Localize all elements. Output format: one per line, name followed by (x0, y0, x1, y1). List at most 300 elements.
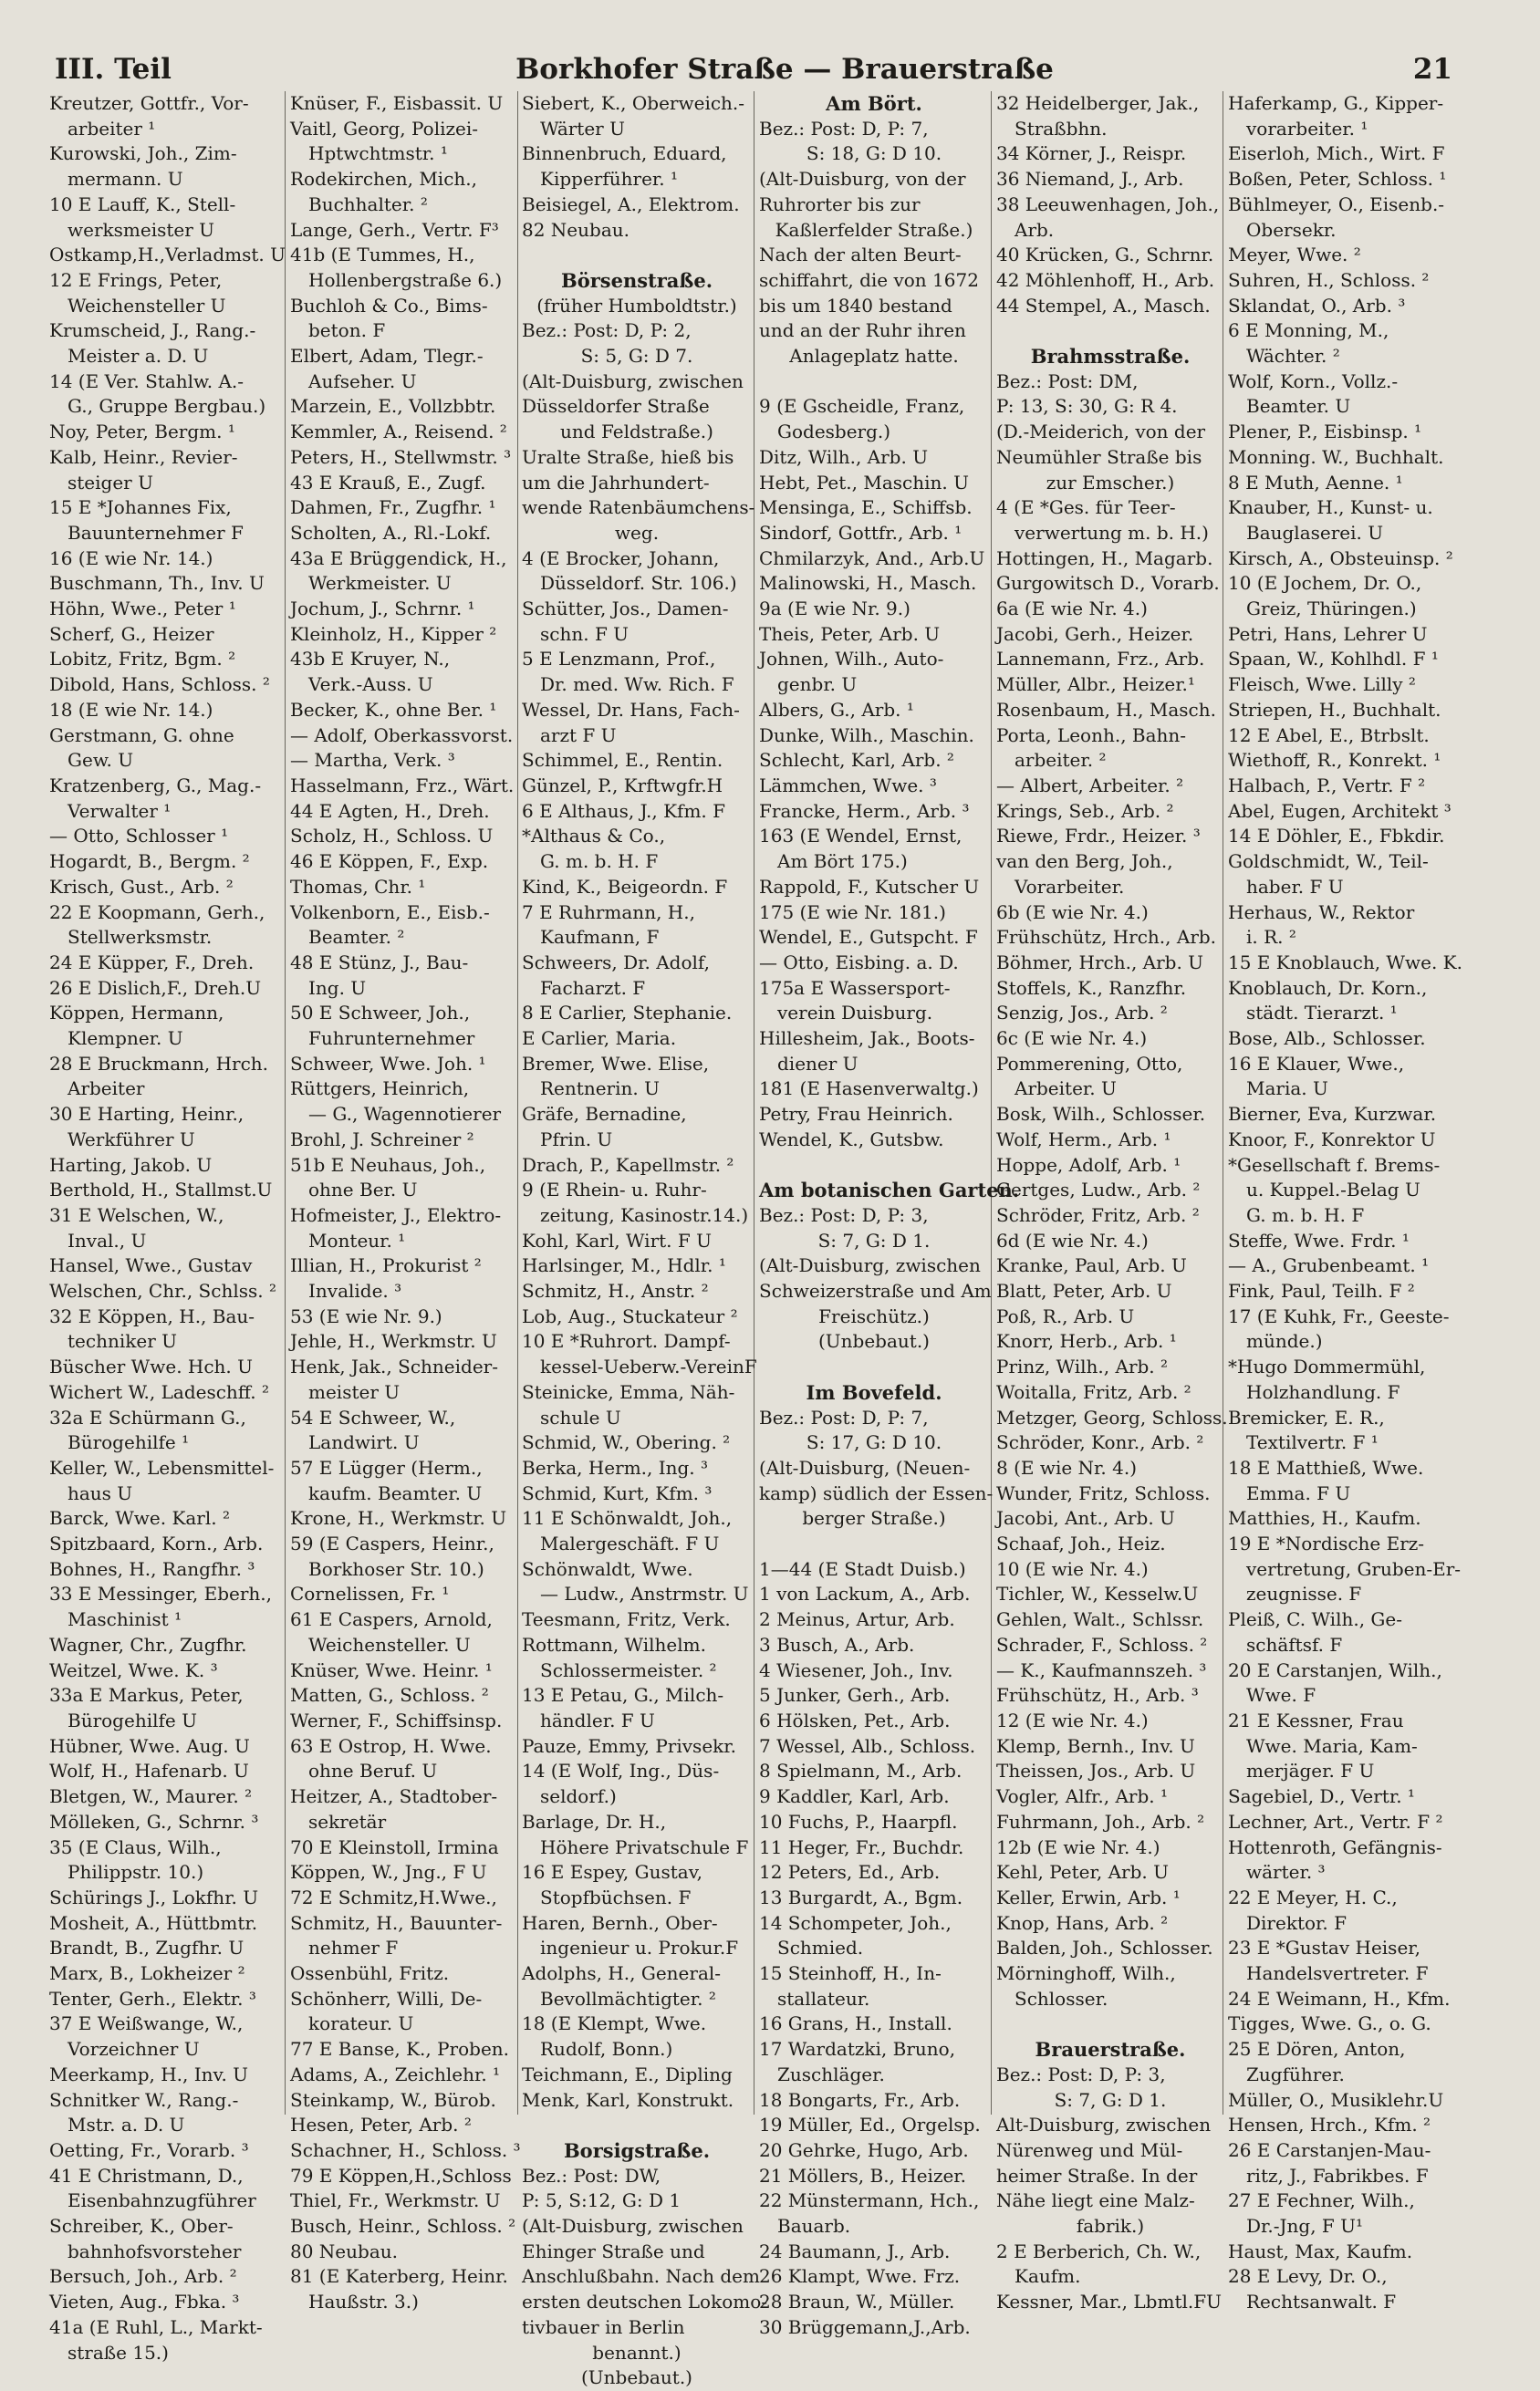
directory-line: Hensen, Hrch., Kfm. ² (1228, 2114, 1431, 2136)
directory-line: Beisiegel, A., Elektrom. (522, 192, 740, 215)
directory-line: 79 E Köppen,H.,Schloss (290, 2164, 512, 2187)
directory-line: Werkführer U (68, 1128, 195, 1150)
directory-line: Klempner. U (68, 1027, 183, 1050)
directory-line: Vieten, Aug., Fbka. ³ (49, 2291, 240, 2313)
directory-line: Nähe liegt eine Malz- (996, 2189, 1195, 2212)
directory-line: 23 E *Gustav Heiser, (1228, 1937, 1420, 1960)
directory-line: Bosk, Wilh., Schlosser. (996, 1103, 1206, 1126)
directory-line: Bez.: Post: DM, (996, 369, 1139, 392)
directory-line: Inval., U (68, 1229, 147, 1252)
directory-line: 5 Junker, Gerh., Arb. (759, 1684, 951, 1707)
directory-line: Thomas, Chr. ¹ (290, 875, 426, 898)
directory-line: Höhere Privatschule F (540, 1835, 749, 1858)
directory-line: meister U (308, 1380, 401, 1403)
directory-line: 9a (E wie Nr. 9.) (759, 598, 910, 620)
directory-line: S: 5, G: D 7. (580, 345, 693, 368)
directory-line: Peters, H., Stellwmstr. ³ (290, 445, 512, 468)
directory-line: Knüser, Wwe. Heinr. ¹ (290, 1658, 493, 1681)
directory-line: Boßen, Peter, Schloss. ¹ (1228, 168, 1447, 191)
directory-line: 38 Leeuwenhagen, Joh., (996, 192, 1220, 215)
column-5 (996, 91, 1228, 2313)
directory-line: Obersekr. (1246, 218, 1337, 241)
directory-line: Bühlmeyer, O., Eisenb.- (1228, 192, 1445, 215)
directory-line: Handelsvertreter. F (1246, 1962, 1429, 1985)
directory-line: 6 E Monning, M., (1228, 319, 1389, 342)
directory-line: Köppen, W., Jng., F U (290, 1861, 487, 1884)
directory-line: Invalide. ³ (308, 1280, 402, 1303)
directory-line: 14 Schompeter, Joh., (759, 1911, 952, 1934)
directory-line: Buchhalter. ² (308, 192, 428, 215)
directory-line: 15 E *Johannes Fix, (49, 496, 232, 519)
directory-line: Haust, Max, Kaufm. (1228, 2240, 1413, 2262)
directory-line: Chmilarzyk, And., Arb.U (759, 546, 985, 569)
directory-line: Pfrin. U (540, 1128, 613, 1150)
directory-line: 26 E Carstanjen-Mau- (1228, 2138, 1431, 2161)
directory-line: Schlosser. (1015, 1987, 1108, 2010)
directory-line: Theis, Peter, Arb. U (759, 622, 941, 645)
directory-line: 11 Heger, Fr., Buchdr. (759, 1835, 964, 1858)
street-heading: Brahmsstraße. (1030, 345, 1191, 369)
directory-line: Gräfe, Bernadine, (522, 1103, 687, 1126)
directory-line: Am Bört 175.) (777, 850, 908, 873)
directory-line: Düsseldorfer Straße (522, 395, 710, 418)
directory-line: Hesen, Peter, Arb. ² (290, 2114, 472, 2136)
directory-line: Schönherr, Willi, De- (290, 1987, 483, 2010)
directory-line: Wunder, Fritz, Schloss. (996, 1481, 1211, 1504)
directory-line: (Unbebaut.) (581, 2366, 692, 2389)
page-part-label: III. Teil (55, 53, 172, 86)
directory-line: Holzhandlung. F (1246, 1380, 1400, 1403)
directory-line: 13 Burgardt, A., Bgm. (759, 1886, 963, 1908)
directory-line: 22 Münstermann, Hch., (759, 2189, 980, 2212)
directory-line: 1—44 (E Stadt Duisb.) (759, 1557, 966, 1580)
directory-line (759, 1153, 989, 1179)
directory-line: tivbauer in Berlin (522, 2315, 685, 2338)
directory-line: Dunke, Wilh., Maschin. (759, 723, 974, 746)
directory-line: Becker, K., ohne Ber. ¹ (290, 698, 497, 721)
directory-line: Kaßlerfelder Straße.) (775, 218, 973, 241)
directory-line: Knorr, Herb., Arb. ¹ (996, 1330, 1177, 1353)
directory-line: Weitzel, Wwe. K. ³ (49, 1658, 218, 1681)
directory-line: Rudolf, Bonn.) (540, 2038, 673, 2061)
directory-columns (49, 91, 1514, 2389)
directory-line: 63 E Ostrop, H. Wwe. (290, 1734, 492, 1757)
directory-line: (D.-Meiderich, von der (996, 421, 1206, 443)
directory-line: 6b (E wie Nr. 4.) (996, 900, 1149, 923)
page-title: Borkhofer Straße — Brauerstraße (515, 53, 1054, 86)
directory-line: Stellwerksmstr. (68, 926, 213, 949)
directory-line: Sagebiel, D., Vertr. ¹ (1228, 1785, 1415, 1808)
directory-line: Matthies, H., Kaufm. (1228, 1507, 1421, 1530)
directory-line: Arbeiter. U (1015, 1077, 1117, 1100)
directory-line: Teichmann, E., Dipling (522, 2063, 733, 2085)
directory-line: Gehlen, Walt., Schlssr. (996, 1608, 1204, 1631)
directory-line: Petry, Frau Heinrich. (759, 1103, 953, 1126)
directory-line: 5 E Lenzmann, Prof., (522, 648, 716, 671)
directory-line: Spitzbaard, Korn., Arb. (49, 1533, 264, 1555)
directory-line: 18 E Matthieß, Wwe. (1228, 1456, 1424, 1479)
directory-line: diener U (777, 1052, 858, 1075)
directory-line: Wagner, Chr., Zugfhr. (49, 1633, 247, 1656)
directory-line: 41b (E Tummes, H., (290, 244, 475, 266)
directory-line: 59 (E Caspers, Heinr., (290, 1533, 494, 1555)
directory-line: Düsseldorf. Str. 106.) (540, 572, 737, 595)
directory-line: — K., Kaufmannszeh. ³ (996, 1658, 1207, 1681)
directory-line: Harting, Jakob. U (49, 1153, 213, 1176)
directory-line: Kurowski, Joh., Zim- (49, 142, 237, 165)
directory-line: Knop, Hans, Arb. ² (996, 1911, 1169, 1934)
directory-line: Direktor. F (1246, 1911, 1347, 1934)
directory-line: ersten deutschen Lokomo- (522, 2291, 767, 2313)
directory-line: Hebt, Pet., Maschin. U (759, 471, 969, 494)
directory-line: bahnhofsvorsteher (68, 2240, 242, 2262)
directory-line: Lannemann, Frz., Arb. (996, 648, 1205, 671)
directory-line: Tenter, Gerh., Elektr. ³ (49, 1987, 256, 2010)
directory-line: Büscher Wwe. Hch. U (49, 1356, 253, 1378)
directory-line: 20 Gehrke, Hugo, Arb. (759, 2138, 969, 2161)
directory-line: berger Straße.) (802, 1507, 946, 1530)
directory-line: — Albert, Arbeiter. ² (996, 774, 1184, 796)
directory-line: 26 Klampt, Wwe. Frz. (759, 2265, 961, 2288)
directory-line: Ossenbühl, Fritz. (290, 1962, 450, 1985)
directory-line: weg. (614, 521, 660, 544)
directory-line: Rottmann, Wilhelm. (522, 1633, 706, 1656)
directory-line: Dibold, Hans, Schloss. ² (49, 673, 270, 696)
directory-line: 24 E Weimann, H., Kfm. (1228, 1987, 1451, 2010)
column-1 (49, 91, 286, 2364)
directory-line: Frühschütz, Hrch., Arb. (996, 926, 1217, 949)
directory-line: Meerkamp, H., Inv. U (49, 2063, 249, 2085)
directory-line: 12 Peters, Ed., Arb. (759, 1861, 941, 1884)
directory-line: 32a E Schürmann G., (49, 1406, 246, 1429)
directory-line: 43a E Brüggendick, H., (290, 546, 507, 569)
directory-line: Schnitker W., Rang.- (49, 2088, 239, 2111)
directory-line: Stoffels, K., Ranzfhr. (996, 976, 1187, 999)
directory-line: Textilvertr. F ¹ (1246, 1431, 1379, 1454)
directory-line: Schönwaldt, Wwe. (522, 1557, 693, 1580)
directory-line: Schrader, F., Schloss. ² (996, 1633, 1208, 1656)
directory-line: Hptwchtmstr. ¹ (308, 142, 448, 165)
directory-line: Bohnes, H., Rangfhr. ³ (49, 1557, 255, 1580)
directory-line: Bremicker, E. R., (1228, 1406, 1385, 1429)
directory-line: 4 Wiesener, Joh., Inv. (759, 1658, 953, 1681)
directory-line: Mstr. a. D. U (68, 2114, 185, 2136)
directory-line: Uralte Straße, hieß bis (522, 445, 734, 468)
directory-line: 8 E Carlier, Stephanie. (522, 1002, 733, 1024)
directory-line: 25 E Dören, Anton, (1228, 2038, 1406, 2061)
directory-line: Hottenroth, Gefängnis- (1228, 1835, 1442, 1858)
directory-line: Hansel, Wwe., Gustav (49, 1254, 253, 1277)
directory-line: Binnenbruch, Eduard, (522, 142, 727, 165)
directory-line: P: 5, S:12, G: D 1 (522, 2189, 682, 2212)
street-heading: Am Bört. (826, 92, 922, 115)
directory-line: Steinicke, Emma, Näh- (522, 1380, 735, 1403)
directory-line: P: 13, S: 30, G: R 4. (996, 395, 1178, 418)
directory-line: Haußstr. 3.) (308, 2291, 419, 2313)
directory-line: Beamter. ² (308, 926, 405, 949)
directory-line: 33a E Markus, Peter, (49, 1684, 244, 1707)
directory-line: Bez.: Post: DW, (522, 2164, 661, 2187)
directory-line: Kaufm. (1015, 2265, 1081, 2288)
directory-line: Eisenbahnzugführer (68, 2189, 256, 2212)
directory-line: Aufseher. U (308, 369, 417, 392)
directory-line: beton. F (308, 319, 386, 342)
directory-line: Arb. (1015, 218, 1055, 241)
directory-line: Straßbhn. (1015, 117, 1108, 140)
directory-line: 17 Wardatzki, Bruno, (759, 2038, 956, 2061)
directory-line: Lechner, Art., Vertr. F ² (1228, 1810, 1443, 1833)
directory-line: 57 E Lügger (Herm., (290, 1456, 483, 1479)
directory-line: 18 Bongarts, Fr., Arb. (759, 2088, 961, 2111)
directory-line: Plener, P., Eisbinsp. ¹ (1228, 421, 1422, 443)
directory-line: merjäger. F U (1246, 1760, 1375, 1783)
directory-line: Krisch, Gust., Arb. ² (49, 875, 234, 898)
directory-line (759, 1532, 989, 1557)
directory-line: Wächter. ² (1246, 345, 1340, 368)
directory-line: ritz, J., Fabrikbes. F (1246, 2164, 1429, 2187)
directory-line: münde.) (1246, 1330, 1323, 1353)
directory-line: 15 E Knoblauch, Wwe. K. (1228, 951, 1462, 973)
directory-line: Knüser, F., Eisbassit. U (290, 92, 504, 114)
directory-line: Teesmann, Fritz, Verk. (522, 1608, 731, 1631)
directory-line: Zugführer. (1246, 2063, 1345, 2085)
directory-line: genbr. U (777, 673, 858, 696)
directory-line: Keller, Erwin, Arb. ¹ (996, 1886, 1181, 1908)
directory-line: 43 E Krauß, E., Zugf. (290, 471, 486, 494)
directory-line: 12 E Abel, E., Btrbslt. (1228, 723, 1430, 746)
directory-line: — Adolf, Oberkassvorst. (290, 723, 514, 746)
directory-line: Brandt, B., Zugfhr. U (49, 1937, 245, 1960)
directory-line: Jacobi, Ant., Arb. U (996, 1507, 1175, 1530)
directory-line: schäftsf. F (1246, 1633, 1343, 1656)
directory-line: Hollenbergstraße 6.) (308, 268, 503, 291)
directory-line: 34 Körner, J., Reispr. (996, 142, 1187, 165)
directory-line: Scholten, A., Rl.-Lokf. (290, 521, 492, 544)
directory-line: 33 E Messinger, Eberh., (49, 1583, 272, 1606)
directory-line: 14 (E Wolf, Ing., Düs- (522, 1760, 720, 1783)
directory-line: Tigges, Wwe. G., o. G. (1228, 2012, 1431, 2035)
directory-line: Mosheit, A., Hüttbmtr. (49, 1911, 258, 1934)
directory-line: Malergeschäft. F U (540, 1533, 720, 1555)
directory-line: 20 E Carstanjen, Wilh., (1228, 1658, 1442, 1681)
directory-line: *Hugo Dommermühl, (1228, 1356, 1426, 1378)
directory-line: 28 E Levy, Dr. O., (1228, 2265, 1388, 2288)
directory-line: 26 E Dislich,F., Dreh.U (49, 976, 262, 999)
directory-line: Meyer, Wwe. ² (1228, 244, 1361, 266)
directory-line: wende Ratenbäumchens- (522, 496, 755, 519)
directory-line: mermann. U (68, 168, 183, 191)
directory-line: schiffahrt, die von 1672 (759, 268, 979, 291)
directory-line: 2 Meinus, Artur, Arb. (759, 1608, 955, 1631)
directory-line: 44 E Agten, H., Dreh. (290, 799, 490, 822)
directory-line: Berthold, H., Stallmst.U (49, 1179, 273, 1201)
directory-line: Ehinger Straße und (522, 2240, 705, 2262)
directory-line: Eiserloh, Mich., Wirt. F (1228, 142, 1445, 165)
directory-line: Fleisch, Wwe. Lilly ² (1228, 673, 1416, 696)
directory-line: Köppen, Hermann, (49, 1002, 224, 1024)
directory-line: Vorzeichner U (68, 2038, 200, 2061)
directory-line: Bürogehilfe U (68, 1710, 197, 1731)
directory-line: Tichler, W., Kesselw.U (996, 1583, 1199, 1606)
directory-line: Anlageplatz hatte. (789, 345, 959, 368)
directory-line: Henk, Jak., Schneider- (290, 1356, 498, 1378)
directory-line: arbeiter ¹ (68, 117, 156, 140)
directory-line: Philippstr. 10.) (68, 1861, 204, 1884)
directory-line: Kratzenberg, G., Mag.- (49, 774, 262, 796)
directory-line: benannt.) (592, 2341, 682, 2364)
directory-line: 70 E Kleinstoll, Irmina (290, 1835, 499, 1858)
directory-line: 82 Neubau. (522, 218, 630, 241)
directory-line: Bürogehilfe ¹ (68, 1431, 190, 1454)
directory-line: 54 E Schweer, W., (290, 1406, 456, 1429)
directory-line: Marx, B., Lokheizer ² (49, 1962, 245, 1985)
directory-line: Schaaf, Joh., Heiz. (996, 1533, 1166, 1555)
directory-line: Bez.: Post: D, P: 7, (759, 1406, 929, 1429)
directory-line: (Unbebaut.) (818, 1330, 930, 1353)
directory-line: Freischütz.) (818, 1305, 930, 1327)
directory-line: Barlage, Dr. H., (522, 1810, 667, 1833)
directory-line: S: 17, G: D 10. (806, 1431, 942, 1454)
directory-line: Sklandat, O., Arb. ³ (1228, 294, 1406, 317)
directory-line: Kaufmann, F (540, 926, 660, 949)
directory-line: Elbert, Adam, Tlegr.- (290, 345, 484, 368)
directory-line: Wessel, Dr. Hans, Fach- (522, 698, 740, 721)
directory-line: Rüttgers, Heinrich, (290, 1077, 470, 1100)
directory-line: vertretung, Gruben-Er- (1246, 1557, 1462, 1580)
directory-line: 4 (E *Ges. für Teer- (996, 496, 1176, 519)
directory-line: 10 E *Ruhrort. Dampf- (522, 1330, 731, 1353)
directory-line: Vaitl, Georg, Polizei- (290, 117, 479, 140)
directory-line: Pommerening, Otto, (996, 1052, 1183, 1075)
directory-line: Oetting, Fr., Vorarb. ³ (49, 2138, 249, 2161)
directory-line: Haferkamp, G., Kipper- (1228, 92, 1444, 114)
directory-line: Kessner, Mar., Lbmtl.FU (996, 2291, 1222, 2313)
directory-line: Schweers, Dr. Adolf, (522, 951, 710, 973)
directory-line: 19 Müller, Ed., Orgelsp. (759, 2114, 981, 2136)
directory-line: 15 Steinhoff, H., In- (759, 1962, 942, 1985)
directory-line: Wolf, Korn., Vollz.- (1228, 369, 1399, 392)
directory-line: 4 (E Brocker, Johann, (522, 546, 720, 569)
directory-line: Emma. F U (1246, 1481, 1351, 1504)
directory-line: Hoppe, Adolf, Arb. ¹ (996, 1153, 1181, 1176)
directory-line: — A., Grubenbeamt. ¹ (1228, 1254, 1430, 1277)
directory-line: 8 E Muth, Aenne. ¹ (1228, 471, 1403, 494)
directory-line: Kranke, Paul, Arb. U (996, 1254, 1187, 1277)
directory-line: Jacobi, Gerh., Heizer. (996, 622, 1194, 645)
directory-line: Gertges, Ludw., Arb. ² (996, 1179, 1201, 1201)
directory-line: Jochum, J., Schrnr. ¹ (290, 598, 475, 620)
directory-line: Scherf, G., Heizer (49, 622, 214, 645)
directory-line: 42 Möhlenhoff, H., Arb. (996, 268, 1215, 291)
directory-line: 2 E Berberich, Ch. W., (996, 2240, 1202, 2262)
directory-line: 6a (E wie Nr. 4.) (996, 598, 1148, 620)
directory-line: Jehle, H., Werkmstr. U (290, 1330, 497, 1353)
directory-line: Alt-Duisburg, zwischen (996, 2114, 1212, 2136)
directory-line: (Alt-Duisburg, zwischen (759, 1254, 981, 1277)
directory-line: seldorf.) (540, 1785, 617, 1808)
directory-line: Berka, Herm., Ing. ³ (522, 1456, 709, 1479)
directory-line: Wwe. Maria, Kam- (1246, 1734, 1418, 1757)
directory-line: Weichensteller U (68, 294, 226, 317)
directory-line: Nürenweg und Mül- (996, 2138, 1183, 2161)
directory-line: Schröder, Fritz, Arb. ² (996, 1203, 1200, 1226)
directory-line: Wärter U (540, 117, 625, 140)
directory-line: verein Duisburg. (777, 1002, 933, 1024)
directory-line: Schlossermeister. ² (540, 1658, 717, 1681)
column-3 (522, 91, 767, 2389)
directory-line: und Feldstraße.) (560, 421, 713, 443)
directory-line: 3 Busch, A., Arb. (759, 1633, 915, 1656)
directory-line: 37 E Weißwange, W., (49, 2012, 244, 2035)
directory-line: Dr. med. Ww. Rich. F (540, 673, 734, 696)
directory-line: haber. F U (1246, 875, 1344, 898)
directory-line: Ostkamp,H.,Verladmst. U (49, 244, 286, 266)
directory-line: straße 15.) (68, 2341, 169, 2364)
directory-line: Frühschütz, H., Arb. ³ (996, 1684, 1199, 1707)
directory-line: 30 E Harting, Heinr., (49, 1103, 245, 1126)
directory-line (522, 243, 752, 268)
directory-line: händler. F U (540, 1710, 655, 1731)
directory-line: Petri, Hans, Lehrer U (1228, 622, 1428, 645)
directory-line: Barck, Wwe. Karl. ² (49, 1507, 230, 1530)
directory-line: ingenieur u. Prokur.F (540, 1937, 739, 1960)
directory-line: 7 Wessel, Alb., Schloss. (759, 1734, 976, 1757)
directory-line: Wendel, E., Gutspcht. F (759, 926, 978, 949)
street-heading: Im Bovefeld. (806, 1380, 942, 1404)
directory-line: Buschmann, Th., Inv. U (49, 572, 265, 595)
directory-line: Gerstmann, G. ohne (49, 723, 234, 746)
directory-line: 8 Spielmann, M., Arb. (759, 1760, 962, 1783)
directory-line: Pauze, Emmy, Privsekr. (522, 1734, 736, 1757)
directory-line: — Martha, Verk. ³ (290, 749, 455, 772)
directory-line: Bersuch, Joh., Arb. ² (49, 2265, 237, 2288)
directory-line: steiger U (68, 471, 153, 494)
directory-line: Schweer, Wwe. Joh. ¹ (290, 1052, 486, 1075)
directory-line: Werkmeister. U (308, 572, 452, 595)
directory-line: Schütter, Jos., Damen- (522, 598, 729, 620)
directory-line: korateur. U (308, 2012, 414, 2035)
directory-line: Kind, K., Beigeordn. F (522, 875, 728, 898)
directory-line (996, 318, 1224, 344)
directory-line: Harlsinger, M., Hdlr. ¹ (522, 1254, 726, 1277)
directory-line: Rentnerin. U (540, 1077, 660, 1100)
directory-line: Bierner, Eva, Kurzwar. (1228, 1103, 1437, 1126)
directory-line: Schmid, W., Obering. ² (522, 1431, 731, 1454)
directory-line: Halbach, P., Vertr. F ² (1228, 774, 1426, 796)
directory-line: 81 (E Katerberg, Heinr. (290, 2265, 508, 2288)
directory-line: 163 (E Wendel, Ernst, (759, 825, 962, 847)
directory-line: Vorarbeiter. (1015, 875, 1125, 898)
directory-line: Kleinholz, H., Kipper ² (290, 622, 497, 645)
directory-line: 32 Heidelberger, Jak., (996, 92, 1200, 114)
directory-line: 10 Fuchs, P., Haarpfl. (759, 1810, 958, 1833)
directory-line: u. Kuppel.-Belag U (1246, 1179, 1420, 1201)
directory-line: vorarbeiter. ¹ (1246, 117, 1368, 140)
directory-line: 51b E Neuhaus, Joh., (290, 1153, 486, 1176)
directory-line: Müller, O., Musiklehr.U (1228, 2088, 1444, 2111)
directory-line (522, 2113, 752, 2138)
directory-line: Bez.: Post: D, P: 2, (522, 319, 692, 342)
directory-line: Schachner, H., Schloss. ³ (290, 2138, 521, 2161)
directory-line: Bose, Alb., Schlosser. (1228, 1027, 1426, 1050)
directory-line: (Alt-Duisburg, von der (759, 168, 966, 191)
directory-line: Ing. U (308, 976, 367, 999)
directory-line: Maria. U (1246, 1077, 1328, 1100)
directory-line: Verwalter ¹ (68, 799, 172, 822)
directory-line: Hillesheim, Jak., Boots- (759, 1027, 975, 1050)
directory-line: 16 E Espey, Gustav, (522, 1861, 702, 1884)
directory-line: ohne Beruf. U (308, 1760, 438, 1783)
